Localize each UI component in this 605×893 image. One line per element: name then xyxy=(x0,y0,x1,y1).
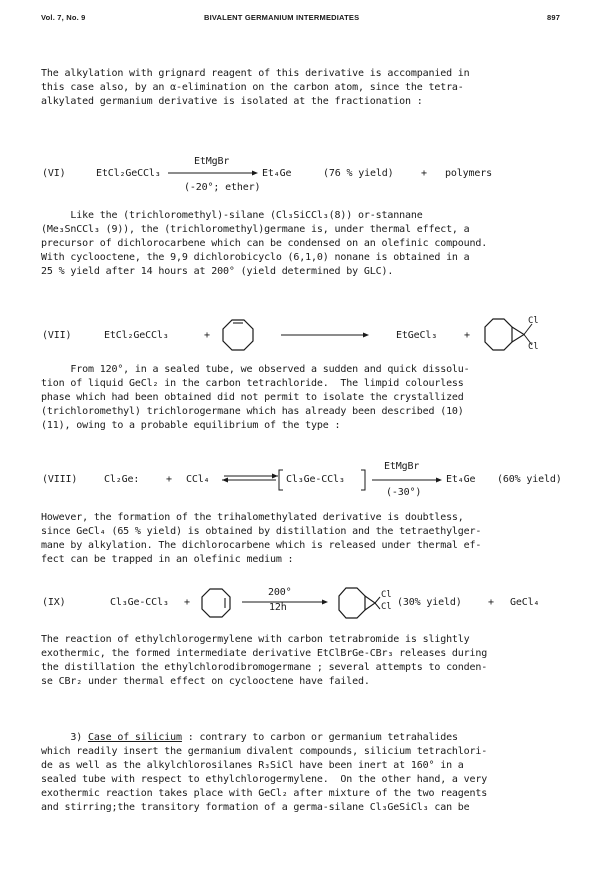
running-title: BIVALENT GERMANIUM INTERMEDIATES xyxy=(204,13,360,22)
equation-label: (VIII) xyxy=(42,474,78,485)
text-line: phase which had been obtained did not permit to isolate the crystallized xyxy=(41,392,464,403)
text-line: the distillation the ethylchlorodibromogermane ; several attempts to conden- xyxy=(41,662,488,673)
equation-label: (VII) xyxy=(42,330,72,341)
journal-volume: Vol. 7, No. 9 xyxy=(41,13,86,22)
reactant: Cl₃Ge-CCl₃ xyxy=(110,597,169,608)
text-line: this case also, by an α-elimination on the carbon atom, since the tetra- xyxy=(41,82,464,93)
plus-sign: + xyxy=(204,330,210,341)
byproduct: polymers xyxy=(445,168,492,179)
equation-label: (VI) xyxy=(42,168,66,179)
paragraph-alkylation xyxy=(41,67,569,109)
text-line: de as well as the alkylchlorosilanes R₃SiCl have been inert at 160° in a xyxy=(41,760,464,771)
product: Et₄Ge xyxy=(262,168,292,179)
text-line: The alkylation with grignard reagent of this derivative is accompanied in xyxy=(41,68,470,79)
chlorine-top: Cl xyxy=(528,316,539,326)
text-line: 25 % yield after 14 hours at 200° (yield determined by GLC). xyxy=(41,266,394,277)
byproduct: GeCl₄ xyxy=(510,597,540,608)
condition-time: 12h xyxy=(269,602,287,613)
reactant: EtCl₂GeCCl₃ xyxy=(96,168,161,179)
text-line: precursor of dichlorocarbene which can be condensed on an olefinic compound. xyxy=(41,238,488,249)
text-line: Like the (trichloromethyl)-silane (Cl₃SiCCl₃(8)) or-stannane xyxy=(41,210,423,221)
equation-label: (IX) xyxy=(42,597,66,608)
reaction-arrow xyxy=(168,169,258,177)
text-line: exothermic reaction takes place with GeCl₂ after mixture of the two reagents xyxy=(41,788,488,799)
chlorine-bottom: Cl xyxy=(381,602,392,612)
paragraph-trihalomethyl xyxy=(41,511,569,567)
text-line: and stirring;the transitory formation of a germa-silane Cl₃GeSiCl₃ can be xyxy=(41,802,470,813)
condition-temperature: 200° xyxy=(268,587,292,598)
plus-sign: + xyxy=(184,597,190,608)
carbon-tetrachloride: CCl₄ xyxy=(186,474,210,485)
plus-sign: + xyxy=(464,330,470,341)
dichlorobicyclononane-icon xyxy=(484,318,534,352)
cyclooctene-icon xyxy=(201,588,231,618)
text-line: (11), owing to a probable equilibrium of the type : xyxy=(41,420,341,431)
reaction-arrow xyxy=(372,476,442,484)
section-heading: Case of silicium xyxy=(87,732,182,743)
text-line: since GeCl₄ (65 % yield) is obtained by distillation and the tetraethylger- xyxy=(41,526,482,537)
plus-sign: + xyxy=(421,168,427,179)
text-line: The reaction of ethylchlorogermylene with carbon tetrabromide is slightly xyxy=(41,634,470,645)
product: Et₄Ge xyxy=(446,474,476,485)
paragraph-silicium xyxy=(41,731,569,815)
text-line: fect can be trapped in an olefinic medium : xyxy=(41,554,294,565)
text-line: From 120°, in a sealed tube, we observed a sudden and quick dissolu- xyxy=(41,364,470,375)
paragraph-carbon-tetrabromide xyxy=(41,633,569,689)
text-line: (Me₃SnCCl₃ (9)), the (trichloromethyl)germane is, under thermal effect, a xyxy=(41,224,470,235)
reaction-arrow xyxy=(281,331,369,339)
text-line: which readily insert the germanium divalent compounds, silicium tetrachlori- xyxy=(41,746,488,757)
product: EtGeCl₃ xyxy=(396,330,438,341)
page-number: 897 xyxy=(547,13,561,22)
reagent-bottom: (-20°; ether) xyxy=(184,182,261,193)
text-line: (trichloromethyl) trichlorogermane which has already been described (10) xyxy=(41,406,464,417)
reactant: EtCl₂GeCCl₃ xyxy=(104,330,169,341)
equilibrium-arrow xyxy=(222,472,278,484)
text-line: sealed tube with respect to ethylchlorogermylene. On the other hand, a very xyxy=(41,774,488,785)
plus-sign: + xyxy=(166,474,172,485)
cyclooctene-icon xyxy=(222,319,254,351)
text-line: However, the formation of the trihalomethylated derivative is doubtless, xyxy=(41,512,464,523)
text-line: With cyclooctene, the 9,9 dichlorobicyclo (6,1,0) nonane is obtained in a xyxy=(41,252,470,263)
reagent-top: EtMgBr xyxy=(194,156,230,167)
paragraph-silane xyxy=(41,209,569,279)
left-bracket xyxy=(278,469,284,491)
dichlorobicyclononane-icon xyxy=(338,587,386,619)
intermediate: Cl₃Ge-CCl₃ xyxy=(286,474,345,485)
chlorine-bottom: Cl xyxy=(528,342,539,352)
text-line: exothermic, the formed intermediate derivative EtClBrGe-CBr₃ releases during xyxy=(41,648,488,659)
reagent-top: EtMgBr xyxy=(384,461,420,472)
chlorine-top: Cl xyxy=(381,590,392,600)
section-number: 3) xyxy=(41,732,88,743)
text-line: mane by alkylation. The dichlorocarbene which is released under thermal ef- xyxy=(41,540,482,551)
text-line xyxy=(41,731,569,745)
yield: (60% yield) xyxy=(497,474,562,485)
text-line: tion of liquid GeCl₂ in the carbon tetrachloride. The limpid colourless xyxy=(41,378,464,389)
yield: (76 % yield) xyxy=(323,168,394,179)
plus-sign: + xyxy=(488,597,494,608)
section-text: : contrary to carbon or germanium tetrahalides xyxy=(181,732,458,743)
yield: (30% yield) xyxy=(397,597,462,608)
paragraph-sealed-tube xyxy=(41,363,569,433)
reactant: Cl₂Ge: xyxy=(104,474,140,485)
reagent-bottom: (-30°) xyxy=(386,487,422,498)
text-line: se CBr₂ under thermal effect on cyclooctene have failed. xyxy=(41,676,370,687)
right-bracket xyxy=(360,469,366,491)
text-line: alkylated germanium derivative is isolated at the fractionation : xyxy=(41,96,423,107)
